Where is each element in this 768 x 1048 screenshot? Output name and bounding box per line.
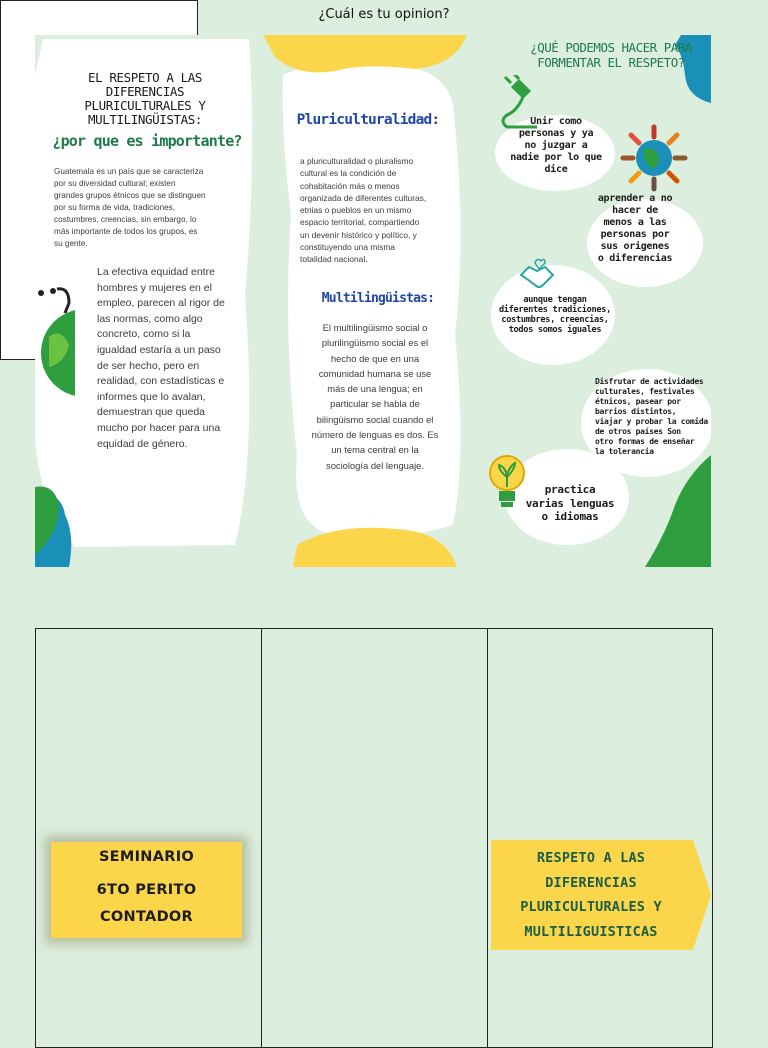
back-panel-right — [487, 628, 713, 1048]
panel1-title-line: PLURICULTURALES Y — [84, 98, 206, 113]
panel1-subtitle: ¿por que es importante? — [52, 132, 242, 150]
respect-tip: aunque tengan diferentes tradiciones, costumbres, creencias, todos somos iguales — [498, 295, 612, 335]
seminar-label — [51, 842, 242, 938]
earth-icon — [35, 287, 75, 399]
globe-hands-icon — [619, 123, 689, 193]
respect-tip: aprender a no hacer de menos a las personas por sus origenes o diferencias — [597, 193, 673, 264]
back-panel-middle — [261, 628, 488, 1048]
pluriculturalidad-text: a pluriculturalidad o pluralismo cultural es la condición de cohabitación más o menos organizada de diferentes culturas, etnias o pueblos en un mismo espacio territorial, compartiendo un devenir histórico y político, y constituyendo una misma totalidad nacional. — [300, 156, 427, 265]
respect-tip: Disfrutar de actividades culturales, festivales étnicos, pasear por barrios distintos, viajar y probar la comida de otros países Son otro formas de enseñar la tolerancia — [595, 377, 708, 456]
brochure-image — [35, 35, 711, 567]
seminar-line: 6TO PERITO — [96, 882, 197, 898]
multilinguistas-text: El multilingüismo social o plurilingüismo social es el hecho de que en una comunidad humana se use más de una lengua; en particular se habla de bilingüismo social cuando el número de lenguas es dos. Es un tema central en la sociología del lenguaje. — [311, 322, 439, 471]
pluriculturalidad-heading: Pluriculturalidad: — [296, 112, 440, 128]
seminar-line: SEMINARIO — [98, 849, 195, 865]
panel1-title-line: MULTILINGÜISTAS: — [87, 112, 202, 127]
panel1-title-line: EL RESPETO A LAS DIFERENCIAS — [87, 70, 202, 99]
panel3-title: ¿QUÉ PODEMOS HACER PARA FORMENTAR EL RESPETO? — [530, 40, 692, 70]
cover-title: RESPETO A LAS DIFERENCIAS PLURICULTURALES Y MULTILIGUISTICAS — [520, 850, 662, 940]
cover-title-banner — [491, 840, 711, 950]
multilinguistas-heading: Multilingüistas: — [321, 291, 435, 306]
respect-tip: practica varias lenguas o idiomas — [525, 483, 615, 523]
handshake-icon — [517, 255, 557, 295]
panel1-intro: Guatemala es un país que se caracteriza por su diversidad cultural; existen grandes grupos étnicos que se distinguen por su forma de vida, tradiciones, costumbres, creencias, sin embargo, lo más importante de todos los grupos, es su gente. — [54, 167, 206, 248]
panel1-body: La efectiva equidad entre hombres y mujeres en el empleo, parecen al rigor de las normas, como algo concreto, como si la igualdad estaría a un paso de ser hecho, pero en realidad, con estadísticas e informes que lo avalan, demuestran que queda mucho por hacer para una equidad de género. — [97, 266, 225, 450]
respect-tip: Unir como personas y ya no juzgar a nadie por lo que dice — [510, 116, 602, 175]
seminar-line: CONTADOR — [99, 909, 194, 925]
back-panel-left — [35, 628, 262, 1048]
opinion-question: ¿Cuál es tu opinion? — [318, 7, 450, 22]
panel1-title — [55, 71, 235, 127]
